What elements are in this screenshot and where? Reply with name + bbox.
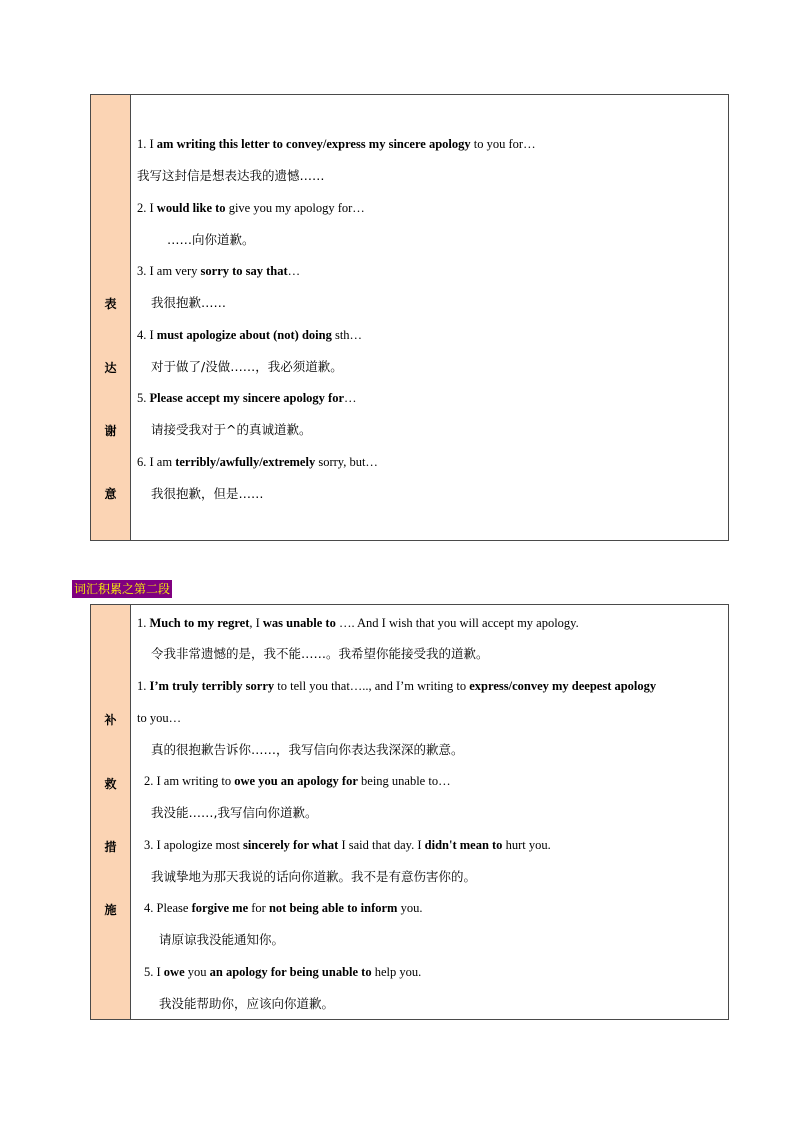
phrase-text: …. And I wish that you will accept my apology.	[335, 616, 579, 630]
remedy-measures-table	[90, 604, 729, 1020]
side-char: 救	[104, 777, 117, 791]
key-phrase: was unable to	[262, 616, 336, 630]
chinese-translation: 对于做了/没做……，我必须道歉。	[151, 359, 343, 374]
phrase-line	[137, 136, 536, 152]
key-phrase: I’m truly terribly sorry	[149, 679, 275, 693]
phrase-line	[151, 742, 464, 758]
side-char: 谢	[104, 424, 117, 438]
phrase-text: to you…	[137, 711, 182, 725]
phrase-text: for	[248, 901, 269, 915]
item-number: 4.	[137, 328, 150, 342]
item-number: 4.	[144, 901, 157, 915]
phrase-text: give you my apology for…	[225, 201, 365, 215]
phrase-text: sorry, but…	[315, 455, 378, 469]
key-phrase: owe you an apology for	[234, 774, 358, 788]
chinese-translation: 我诚挚地为那天我说的话向你道歉。我不是有意伤害你的。	[151, 869, 477, 884]
chinese-translation: ……向你道歉。	[167, 232, 255, 247]
phrase-text: I am	[149, 455, 176, 469]
phrase-line	[144, 837, 551, 853]
chinese-translation: 我写这封信是想表达我的遗憾……	[137, 168, 325, 183]
side-char: 达	[104, 361, 117, 375]
key-phrase: an apology for being unable to	[209, 965, 372, 979]
phrase-line	[137, 615, 579, 631]
phrase-text: sth…	[331, 328, 363, 342]
phrase-line	[151, 805, 317, 821]
phrase-line	[144, 900, 422, 916]
key-phrase: sincerely for what	[242, 838, 339, 852]
key-phrase: would like to	[156, 201, 226, 215]
phrase-line	[151, 359, 343, 375]
chinese-translation: 我没能……,我写信向你道歉。	[151, 805, 318, 820]
item-number: 3.	[144, 838, 157, 852]
side-char: 施	[104, 903, 117, 917]
phrase-text: to you for…	[470, 137, 536, 151]
key-phrase: Please accept my sincere apology for	[149, 391, 345, 405]
phrase-line	[137, 678, 656, 694]
item-number: 6.	[137, 455, 150, 469]
key-phrase: am writing this letter to convey/express my sincere apology	[156, 137, 471, 151]
item-number: 1.	[137, 137, 150, 151]
phrase-text: Please	[156, 901, 192, 915]
phrase-line	[167, 232, 255, 248]
item-number: 3.	[137, 264, 150, 278]
item-number: 1.	[137, 679, 150, 693]
key-phrase: express/convey my deepest apology	[469, 679, 657, 693]
chinese-translation: 我很抱歉……	[151, 295, 227, 310]
side-char: 补	[104, 713, 117, 727]
phrase-text: I	[156, 965, 164, 979]
item-number: 2.	[144, 774, 157, 788]
phrase-text: I am very	[149, 264, 201, 278]
side-char: 意	[104, 487, 117, 501]
phrase-line	[151, 869, 476, 885]
side-char: 措	[104, 840, 117, 854]
phrase-line	[137, 168, 325, 184]
phrase-text: …	[344, 391, 357, 405]
phrase-line	[151, 646, 489, 662]
chinese-translation: 请原谅我没能通知你。	[159, 932, 285, 947]
phrase-line	[137, 327, 362, 343]
phrase-text: I am writing to	[156, 774, 235, 788]
phrase-text: you.	[397, 901, 423, 915]
phrase-line	[137, 710, 181, 726]
phrase-text: I	[149, 328, 157, 342]
chinese-translation: 请接受我对于^的真诚道歉。	[151, 422, 312, 437]
chinese-translation: 我很抱歉，但是……	[151, 486, 264, 501]
key-phrase: forgive me	[191, 901, 249, 915]
key-phrase: didn't mean to	[424, 838, 503, 852]
phrase-line	[137, 263, 300, 279]
item-number: 2.	[137, 201, 150, 215]
side-label-column	[91, 95, 131, 540]
phrase-text: being unable to…	[357, 774, 451, 788]
key-phrase: owe	[163, 965, 185, 979]
phrase-line	[137, 454, 378, 470]
phrase-line	[137, 200, 365, 216]
side-label-column	[91, 605, 131, 1019]
phrase-text: I said that day. I	[338, 838, 425, 852]
phrase-line	[144, 964, 421, 980]
key-phrase: sorry to say that	[200, 264, 288, 278]
phrase-text: I apologize most	[156, 838, 243, 852]
phrase-text: I	[149, 201, 157, 215]
key-phrase: terribly/awfully/extremely	[175, 455, 316, 469]
phrase-text: to tell you that….., and I’m writing to	[274, 679, 470, 693]
phrase-line	[159, 996, 334, 1012]
side-char: 表	[104, 297, 117, 311]
phrase-line	[151, 422, 311, 438]
section-title: 词汇积累之第二段	[74, 582, 171, 596]
phrase-text: , I	[249, 616, 263, 630]
phrase-text: you	[184, 965, 210, 979]
key-phrase: Much to my regret	[149, 616, 250, 630]
chinese-translation: 我没能帮助你，应该向你道歉。	[159, 996, 335, 1011]
key-phrase: not being able to inform	[268, 901, 398, 915]
chinese-translation: 真的很抱歉告诉你……，我写信向你表达我深深的歉意。	[151, 742, 464, 757]
chinese-translation: 令我非常遗憾的是，我不能……。我希望你能接受我的道歉。	[151, 646, 489, 661]
phrase-line	[151, 295, 226, 311]
phrase-text: help you.	[371, 965, 422, 979]
item-number: 5.	[137, 391, 150, 405]
item-number: 5.	[144, 965, 157, 979]
phrase-text: hurt you.	[502, 838, 551, 852]
phrase-line	[159, 932, 284, 948]
phrase-line	[144, 773, 451, 789]
phrase-text: …	[287, 264, 301, 278]
item-number: 1.	[137, 616, 150, 630]
key-phrase: must apologize about (not) doing	[156, 328, 332, 342]
phrase-line	[137, 390, 357, 406]
phrase-text: I	[149, 137, 157, 151]
phrase-line	[151, 486, 264, 502]
expressing-apology-table	[90, 94, 729, 541]
